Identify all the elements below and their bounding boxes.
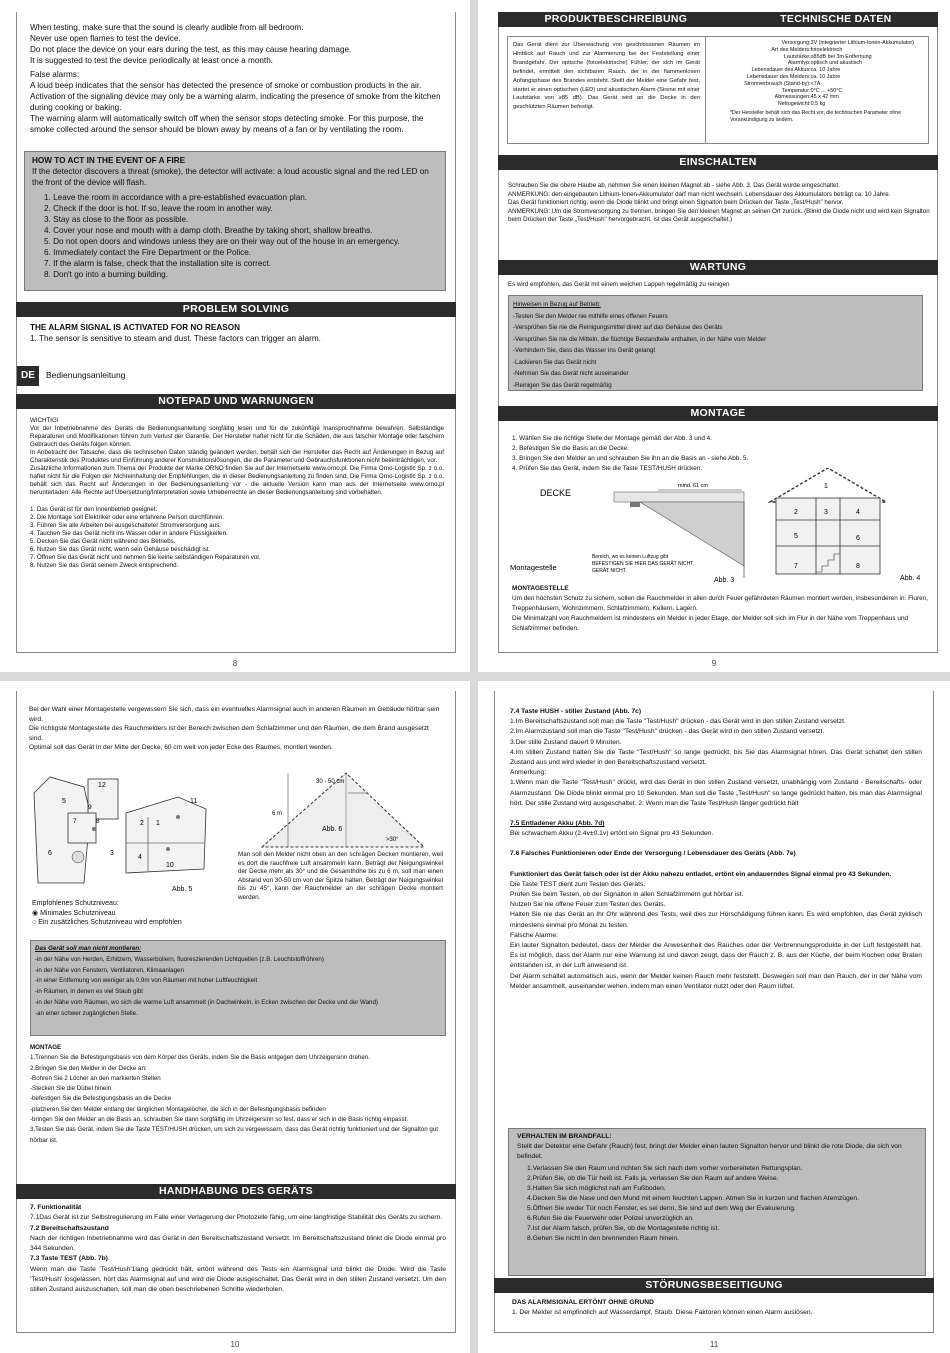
plan-number: 4 <box>138 854 142 861</box>
abb5-caption: Abb. 5 <box>172 886 193 893</box>
fire-step: 7. If the alarm is false, check that the installation site is correct. <box>44 259 272 268</box>
tech-value: optisch und akustisch <box>810 60 863 67</box>
tech-key: Art des Melders: <box>771 46 811 53</box>
wartung-text: Es wird empfohlen, das Gerät mit einem weichen Lappen regelmäßig zu reinigen <box>508 281 730 288</box>
brandfall-step: 1.Verlassen Sie den Raum und richten Sie sich nach dem vorher vorbereiteten Rettungsplan. <box>527 1165 803 1172</box>
akku-text: Bei schwachem Akku (2.4v±0.1v) ertönt ein Signal pro 43 Sekunden. <box>510 830 714 838</box>
hinweise-item: -Reinigen Sie das Gerät regelmäßig <box>513 381 612 389</box>
fire-step: 3. Stay as close to the floor as possible. <box>44 215 189 224</box>
false-alarm-text: A loud beep indicates that the sensor has detected the presence of smoke or combustion products in the air. Activation of the signaling device may only be a warning alarm, indicating the presence of smoke from the kitchen during cooking or baking. <box>30 81 441 112</box>
intro-line: Bei der Wahl einer Montagestelle vergewissern Sie sich, dass ein eventuelles Alarmsignal auch in anderen Räumen im Gebäude hörbar sein wird. <box>29 706 440 723</box>
notepad-section <box>30 417 444 570</box>
montage-step: 3. Bringen Sie den Melder an und schrauben Sie ihn an die Basis an - siehe Abb. 5. <box>512 455 749 462</box>
page-number: 8 <box>232 659 238 668</box>
hush-line: 1.Wenn man die Taste "Test/Hush" drückt, wird das Gerät in den stillen Zustand versetzt, unabhängig vom Zustand - Bereitschafts- oder Alarmzustand. Die Diode blinkt einmal pro 10 Sekunden. Man soll die Taste „Test/Hush" so lange gedrückt halten, bis man das Alarmsignal hört. Der stille Zustand wird ausgeschaltet. 2. Wenn man die Taste Test/Hush länger gedrückt hält <box>510 779 922 807</box>
notepad-item: 5. Decken Sie das Gerät nicht während des Betriebs. <box>30 538 176 545</box>
abb3-caption: Abb. 3 <box>714 577 735 584</box>
fig6-distance-label: 30 - 50 cm <box>316 779 345 785</box>
notepad-item: 4. Tauchen Sie das Gerät nicht ins Wasser oder in andere Flüssigkeiten. <box>30 530 228 537</box>
brandfall-box <box>508 1128 926 1276</box>
problem-solving-bar: PROBLEM SOLVING <box>16 302 456 317</box>
house-diagram <box>758 468 934 586</box>
hush-line: 1.Im Bereitschaftszustand soll man die Taste "Test/Hush" drücken - das Gerät wird in den stillen Zustand versetzt. <box>510 718 846 726</box>
taste-title: 7.3 Taste TEST (Abb. 7b) <box>30 1255 108 1263</box>
brandfall-step: 3.Halten Sie sich möglichst nah am Fußboden. <box>527 1185 666 1192</box>
akku-title: 7.5 Entladener Akku (Abb. 7d) <box>510 820 605 828</box>
brandfall-step: 6.Rufen Sie die Feuerwehr oder Polizei unverzüglich an. <box>527 1215 694 1222</box>
plan-number: 7 <box>73 818 77 825</box>
not-install-item: -in der Nähe von Herden, Erhitzern, Wasserboilern, fluoreszierenden Lichtquellen (z.B. Leuchtstoffröhren) <box>35 955 324 963</box>
room-number: 2 <box>794 509 798 516</box>
fire-step: 2. Check if the door is hot. If so, leave the room in another way. <box>44 204 273 213</box>
fire-box <box>24 151 446 291</box>
test-line: Halten Sie nie das Gerät an Ihr Ohr während des Tests, weil dies zur Hörschädigung führen kann. Es wird empfohlen, das Gerät zyklisch mindestens einmal pro Monat zu testen. <box>510 911 922 929</box>
notepad-paragraph: Zusätzliche Informationen zum Thema der Produkte der Marke ORNO finden Sie auf der Internetseite www.orno.pl. Die Firma Orno-Logistic Sp. z o.o. haftet nicht für die Folgen der Nichteinhaltung der Empfehlungen, die in dieser Bedienungsanleitung zu finden sind. Die Firma Orno-Logistic Sp. z o.o. behält sich das Recht auf Änderungen in der Bedienungsanleitung vor - die aktuelle Version kann man aus der Internetseite www.orno.pl herunterladen. Alle Rechte auf Übersetzung/Interpretation sowie Urheberrechte an dieser Bedienungsanleitung sind vorbehalten. <box>30 465 444 496</box>
stoerung-bar: STÖRUNGSBESEITIGUNG <box>494 1278 934 1293</box>
selection-intro <box>29 705 444 753</box>
plan-number: 1 <box>156 820 160 827</box>
not-install-item: -in einer Entfernung von weniger als 0,9m von Räumen mit hoher Luftfeuchtigkeit <box>35 977 258 985</box>
tech-key: Temperatur: <box>781 87 811 94</box>
page-10 <box>0 681 470 1353</box>
product-tech-box <box>507 36 929 144</box>
room-number: 6 <box>856 535 860 542</box>
filled-circle-icon: ◉ <box>32 909 39 917</box>
montagestelle-text: Die Minimalzahl von Rauchmeldern ist mindestens ein Melder in jeder Etage, der Melder soll sich im Flur in der Nähe vom Treppenhaus und Schlafzimmer befinden. <box>512 615 909 632</box>
tech-data-heading: TECHNISCHE DATEN <box>780 13 892 25</box>
montage-bar: MONTAGE <box>498 406 938 421</box>
hush-line: 3.Der stille Zustand dauert 9 Minuten. <box>510 738 622 746</box>
brandfall-step: 7.Ist der Alarm falsch, prüfen Sie, ob die Montagestelle richtig ist. <box>527 1225 720 1232</box>
notepad-item: 8. Nutzen Sie das Gerät seinem Zweck entsprechend. <box>30 562 179 569</box>
page-11 <box>478 681 950 1353</box>
montage-step: -Stecken Sie die Dübel hinein <box>30 1085 112 1093</box>
fire-step: 6. Immediately contact the Fire Department or the Police. <box>44 248 252 257</box>
not-install-title: Das Gerät soll man nicht montieren: <box>35 945 142 952</box>
notepad-paragraph: Vor der Inbetriebnahme des Geräts die Bedienungsanleitung sorgfältig lesen und für die zukünftige Inanspruchnahme bewahren. Selbständige Reparaturen und Modifikationen führen zum Verlust der Garantie. Der Hersteller haftet nicht für die Schäden, die aus falscher Montage oder falschem Gebrauch des Geräts folgen können. <box>30 425 444 448</box>
page-number: 9 <box>711 659 717 668</box>
tech-value: ca. 10 Jahre <box>810 73 841 80</box>
notepad-item: 6. Nutzen Sie das Gerät nicht, wenn sein Gehäuse beschädigt ist. <box>30 546 211 553</box>
ceiling-diagram <box>510 478 750 586</box>
einschalten-line: ANMERKUNG: den eingebauten Lithium-Ionen-Akkumulator darf man nicht wechseln. Lebensdauer des Akkumulators beträgt ca. 10 Jahre. <box>508 190 891 198</box>
test-line: Nutzen Sie nie offene Feuer zum Testen des Geräts. <box>510 901 666 909</box>
montage-step: 1.Trennen Sie die Befestigungsbasis von dem Körper des Geräts, indem Sie die Basis entgegen dem Uhrzeigersinn drehen. <box>30 1054 370 1062</box>
not-install-item: -in Räumen, in denen es viel Staub gibt <box>35 988 144 996</box>
montage-section <box>30 1043 446 1146</box>
slanted-ceiling-diagram <box>258 769 426 851</box>
fire-step: 4. Cover your nose and mouth with a damp cloth. Breathe by taking short, shallow breaths. <box>44 226 373 235</box>
test-line: Die Taste TEST dient zum Testen des Geräts. <box>510 880 646 888</box>
plan-number: 6 <box>48 850 52 857</box>
einschalten-line: Das Gerät funktioniert richtig, wenn die Diode blinkt und bringt einen Signalton beim Drücken der Taste „Test/Hush" hervor. <box>508 199 844 207</box>
falsch-text: Funktioniert das Gerät falsch oder ist der Akku nahezu entladet, ertönt ein andauerndes Signal einmal pro 43 Sekunden. <box>510 870 892 878</box>
notepad-bar: NOTEPAD UND WARNUNGEN <box>16 394 456 409</box>
svg-text:GERÄT NICHT.: GERÄT NICHT. <box>592 568 627 574</box>
brandfall-step: 4.Decken Sie die Nase und den Mund mit einem feuchten Lappen. Atmen Sie in kurzen und flachen Atemzügen. <box>527 1195 859 1202</box>
montage-step: 2.Bringen Sie den Melder in der Decke an: <box>30 1064 147 1072</box>
brandfall-step: 5.Öffnen Sie weder Tür noch Fenster, es sei denn, Sie sind auf dem Weg der Evakuierung. <box>527 1205 796 1212</box>
plan-number: 5 <box>62 798 66 805</box>
page-number: 11 <box>709 1340 719 1349</box>
empty-circle-icon: ○ <box>32 919 37 927</box>
tech-value: ca. 10 Jahre <box>810 67 841 74</box>
tech-key: Lebensdauer des Akkus: <box>751 67 811 74</box>
notepad-item: 7. Öffnen Sie das Gerät nicht und nehmen Sie keine selbständigen Reparaturen vor. <box>30 554 261 561</box>
stoerung-section <box>512 1298 926 1318</box>
not-install-item: -in der Nähe vom Räumen, wo sich die warme Luft ansammelt (in Dachwinkeln, in Ecken zwischen der Decke und der Wand) <box>35 998 378 1006</box>
handhabung-bar: HANDHABUNG DES GERÄTS <box>16 1184 456 1199</box>
plan-number: 11 <box>190 798 198 805</box>
einschalten-section <box>508 182 930 225</box>
brandfall-step: 2.Prüfen Sie, ob die Tür heiß ist. Falls ja, verlassen Sie den Raum auf andere Weise. <box>527 1175 779 1182</box>
tech-value: 45 x 42 mm <box>810 94 839 101</box>
brandfall-intro: Stellt der Detektor eine Gefahr (Rauch) fest, bringt der Melder einen lauten Signalton hervor und blinkt die rote Diode, die sich von befindet. <box>517 1143 902 1160</box>
fire-step: 1. Leave the room in accordance with a pre-established evacuation plan. <box>44 193 308 202</box>
tech-key: Lebensdauer des Melders: <box>746 73 811 80</box>
product-description: Das Gerät dient zur Überwachung von geschlossenen Räumen im Hinblick auf Rauch und zur Alarmierung bei der Feststellung einer Brandgefahr. Der optische (fotoelektrische) Fühler, der sich im Gerät befindet, ermittelt den sichtbaren Rauch, der in der flammenlosen Anfangsphase des Brandes entsteht. Stellt der Melder eine Gefahr fest, startet er einen optischen (LED) und akustischen Alarm (Sirene mit einer Lautstärke von ≥85 dB). Das Gerät wird an die Decke in den geschlützten Räumen befestigt. <box>508 37 706 143</box>
plan-number: 12 <box>98 782 106 789</box>
minimal-protection: Minimales Schutzniveau <box>40 909 116 917</box>
einschalten-line: ANMERKUNG: Um die Stromversorgung zu trennen, bringen Sie den kleinen Magnet an seinen Ort zurück. (Blinkt die Diode nicht und wird kein Signalton beim Drücken der Taste „Test/Hush" hervorgebracht, ist das Gerät ausgeschaltet.) <box>508 207 930 224</box>
test-line: Ein lauter Signalton bedeutet, dass der Melder die Anwesenheit des Rauches oder der Verbrennungsprodukte in der Luft festgestellt hat. Es ist möglich, dass der Alarm nur eine Warnung ist und davon zeugt, dass der Rauch z. B. aus der Küche, der beim Kochen oder Braten entstanden ist, in der Luft anwesend ist. <box>510 942 922 970</box>
plan-number: 2 <box>140 820 144 827</box>
tech-data <box>706 37 928 143</box>
room-number: 8 <box>856 563 860 570</box>
hinweise-item: -Testen Sie den Melder nie mithilfe eines offenen Feuers <box>513 312 668 320</box>
hush-line: 4.Im stillen Zustand halten Sie die Taste "Test/Hush" so lange gedrückt, bis Sie das Alarmsignal hören. Das Gerät schaltet den stillen Zustand aus und wird wieder in den Bereitschaftszustand versetzt. <box>510 748 922 767</box>
room-number: 1 <box>824 483 828 490</box>
tech-value: ≥85dB bei 3m Entfernung <box>810 53 872 60</box>
slanted-ceiling-text: Man soll den Melder nicht oben an den schrägen Decken montieren, weil es dort die rauchfreie Luft ansammeln kann. Beträgt der Neigungswinkel der Decke mehr als 30° und die Gesamthöhe bis zu 6 m, soll man einen Abstand von 30-50 cm von der Spitze halten. Beträgt der Neigungswinkel bis zu 45°, kann der Rauchmelder an der schrägen Decke montiert werden. <box>238 851 443 901</box>
montage-step: -bringen Sie den Melder an die Basis an, schrauben Sie dann sorgfältig im Uhrzeigersinn so fest, dass er sich in die Basis richtig einpasst. <box>30 1116 408 1124</box>
tech-note: *Der Hersteller behält sich das Recht vor, die technischen Parameter ohne Vorankündigung zu ändern. <box>730 109 901 123</box>
protection-legend <box>32 899 242 928</box>
page-8 <box>0 0 470 672</box>
tech-value: 3V (integrierter Lithium-Ionen-Akkumulator) <box>810 40 914 46</box>
problem-title: THE ALARM SIGNAL IS ACTIVATED FOR NO REASON <box>30 323 240 332</box>
fire-step: 8. Don't go into a burning building. <box>44 270 169 279</box>
montage-step: 1. Wählen Sie die richtige Stelle der Montage gemäß der Abb. 3 und 4. <box>512 435 713 442</box>
befestigen-label: BEFESTIGEN SIE HIER DAS GERÄT NICHT. <box>592 561 695 567</box>
intro-line: Never use open flames to test the device. <box>30 34 181 43</box>
hush-line: Anmerkung: <box>510 769 547 777</box>
taste-text: Wenn man die Taste 'Test/Hush'1lang gedrückt hält, ertönt während des Tests ein Alarmsignal und blinkt die Diode. Wird die Taste 'Test/Hush' losgelassen, hört das Alarmsignal auf und wird die Diode ausgeschaltet. Das Gerät wird in den stillen Zustand versetzt. Um den stillen Zustand auszuschalten, soll man die oben beschriebenen Schritte wiederholen. <box>30 1265 446 1294</box>
tech-key: Versorgung: <box>781 40 811 46</box>
hinweise-title: Hinweisen in Bezug auf Betrieb: <box>513 301 601 308</box>
tech-key: Abmessungen: <box>774 94 811 101</box>
plan-number: 8 <box>96 818 100 825</box>
additional-protection: Ein zusätzliches Schutzniveau wird empfohlen <box>38 919 182 927</box>
not-install-box <box>30 940 446 1036</box>
hinweise-item: -Verhindern Sie, dass das Wasser ins Gerät gelangt <box>513 347 656 354</box>
notepad-item: 3. Führen Sie alle Arbeiten bei ausgeschalteter Stromversorgung aus. <box>30 522 221 529</box>
test-line: Der Alarm schaltet automatisch aus, wenn der Melder keinen Rauch mehr feststellt. Deswegen soll man den Rauch, der in der Nähe vom Melder ansammelt, auseinander wehen, indem man einen Ventilator nutzt oder den Raum lüftet. <box>510 972 922 990</box>
notepad-paragraph: In Anbetracht der Tatsache, dass die technischen Daten ständig geändert werden, behält sich der Hersteller das Recht auf Änderungen in Bezug auf Charakteristik des Produktes und Einführung anderer Konstruktionslösungen, die die Parameter und Gebrauchsfunktionen nicht beeinträchtigen, vor. <box>30 449 444 464</box>
tech-key: Lautstärke: <box>783 53 811 60</box>
language-badge: DE <box>17 366 39 386</box>
hinweise-item: -Versprühen Sie nie die Reinigungsmittel direkt auf das Gehäuse des Geräts <box>513 324 723 331</box>
montagestelle-label: Montagestelle <box>510 563 557 572</box>
intro-line: It is suggested to test the device periodically at least once a month. <box>30 56 274 65</box>
intro-line: Optimal soll das Gerät in der Mitte der Decke, 60 cm weit von jeder Ecke des Raumes, montiert werden. <box>29 744 333 751</box>
fig6-angle-label: >30° <box>386 837 399 843</box>
plan-number: 3 <box>110 850 114 857</box>
handhabung-section <box>30 1203 446 1296</box>
false-alarm-label: False alarms: <box>30 70 80 79</box>
montage-step: -Bohren Sie 2 Löcher an den markierten Stellen <box>30 1074 161 1082</box>
hinweise-item: -Nehmen Sie das Gerät nicht auseinander <box>513 370 629 377</box>
auto-off-text: The warning alarm will automatically switch off when the sensor stops detecting smoke. For this purpose, the smoke collected around the sensor should be blown away by means of a fan or by ventilating the room. <box>30 114 424 134</box>
problem-section <box>30 322 445 344</box>
tech-value: <7A <box>810 80 821 87</box>
stoerung-item: 1. Der Melder ist empfindlich auf Wasserdampf, Staub. Diese Faktoren können einen Alarm auslösen. <box>512 1309 813 1316</box>
montage-step: -befestigen Sie die Befestigungsbasis an die Decke <box>30 1095 172 1103</box>
wichtig-label: WICHTIG! <box>30 417 59 424</box>
hush-title: 7.4 Taste HUSH - stiller Zustand (Abb. 7c) <box>510 708 642 715</box>
fire-title: HOW TO ACT IN THE EVENT OF A FIRE <box>32 156 186 165</box>
tech-value: fotoelektrisch <box>810 46 843 53</box>
test-line: Prüfen Sie beim Testen, ob der Signalton in allen Schlafzimmern gut hörbar ist. <box>510 891 744 899</box>
notepad-item: 1. Das Gerät ist für den Innenbetrieb geeignet. <box>30 506 158 513</box>
tech-key: Alarmtyp: <box>787 60 811 67</box>
test-line: Falsche Alarme: <box>510 931 558 939</box>
montagestelle-title: MONTAGESTELLE <box>512 585 569 592</box>
stoerung-title: DAS ALARMSIGNAL ERTÖNT OHNE GRUND <box>512 1299 654 1306</box>
bereich-label: Bereich, wo es keinen Luftzug gibt <box>592 554 669 560</box>
room-number: 5 <box>794 533 798 540</box>
montagestelle-text: Um den höchsten Schutz zu sichern, sollen die Rauchmelder in allen durch Feuer gefährdeten Räumen montiert werden, insbesonderen in: Fluren, Treppenhäusern, Wohnzimmern, Schlafzimmern, Kellern, Lagern. <box>512 595 928 612</box>
hush-section <box>510 707 922 992</box>
montage-step: 4. Prüfen Sie das Gerät, indem Sie die Taste TEST/HUSH drücken. <box>512 465 703 472</box>
product-description-heading: PRODUKTBESCHREIBUNG <box>544 13 688 25</box>
page-9 <box>478 0 950 672</box>
notepad-item: 2. Die Montage soll Elektriker oder eine erfahrene Person durchführen. <box>30 514 224 521</box>
room-number: 7 <box>794 563 798 570</box>
montage-step: 2. Befestigen Sie die Basis an die Decke. <box>512 445 629 452</box>
bereit-text: Nach der richtigen Inbetriebnahme wird das Gerät in den Bereitschaftszustand versetzt. Im Bereitschaftszustand blinkt die Diode einmal pro 344 Sekunden. <box>30 1234 446 1253</box>
not-install-item: -in der Nähe von Fenstern, Ventilatoren, Klimaanlagen <box>35 966 184 974</box>
fire-step: 5. Do not open doors and windows unless they are on their way out of the house in an emergency. <box>44 237 400 246</box>
funk-title: 7. Funktionalität <box>30 1204 82 1211</box>
hush-line: 2.Im Alarmzustand soll man die Taste "Test/Hush" drücken - das Gerät wird in den stillen Zustand versetzt. <box>510 728 825 736</box>
fire-intro: If the detector discovers a threat (smoke), the detector will activate: a loud acoustic signal and the red LED on the front of the device will flash. <box>32 167 429 187</box>
plan-number: 9 <box>88 804 92 811</box>
product-tech-bar <box>498 12 938 27</box>
plan-number: 10 <box>166 862 174 869</box>
min-distance-label: mind. 61 cm <box>678 483 708 489</box>
montagestelle-section <box>512 584 932 634</box>
room-number: 4 <box>856 509 860 516</box>
falsch-title: 7.6 Falsches Funktionieren oder Ende der Versorgung / Lebensdauer des Geräts (Abb. 7e) <box>510 850 796 858</box>
montage-title: MONTAGE <box>30 1044 62 1051</box>
fig6-height-label: 6 m <box>272 811 283 817</box>
montage-step: 3.Testen Sie das Gerät, indem Sie die Taste TEST/HUSH drücken, um sich zu vergewissern, dass das Gerät richtig funktioniert und der Signalton gut hörbar ist. <box>30 1126 439 1144</box>
tech-key: Stromverbrauch (Stand-by): <box>744 80 811 87</box>
room-number: 3 <box>824 509 828 516</box>
einschalten-line: Schrauben Sie die obere Haube ab, nehmen Sie einen kleinen Magnet ab - siehe Abb. 3. Das Gerät wurde eingeschaltet. <box>508 182 840 189</box>
tech-value: 0°C ... +50°C <box>810 87 843 94</box>
abb6-caption: Abb. 6 <box>322 826 343 833</box>
page-number: 10 <box>230 1340 240 1349</box>
decke-label: DECKE <box>540 488 572 498</box>
intro-line: Do not place the device on your ears during the test, as this may cause hearing damage. <box>30 45 352 54</box>
tech-value: 0,5 kg <box>810 101 826 108</box>
tech-key: Nettogewicht: <box>777 101 811 108</box>
bereit-title: 7.2 Bereitschaftszustand <box>30 1224 109 1232</box>
not-install-item: -an einer schwer zugänglichen Stelle. <box>35 1009 138 1017</box>
brandfall-title: VERHALTEN IM BRANDFALL: <box>517 1133 612 1140</box>
floor-plan-diagram <box>28 773 228 897</box>
wartung-bar: WARTUNG <box>498 260 938 275</box>
test-intro <box>30 22 445 135</box>
manual-title: Bedienungsanleitung <box>46 370 126 380</box>
brandfall-step: 8.Gehen Sie nicht in den brennenden Raum hinein. <box>527 1235 680 1242</box>
hinweise-box <box>508 295 923 391</box>
hinweise-item: -Lackieren Sie das Gerät nicht <box>513 358 597 366</box>
einschalten-bar: EINSCHALTEN <box>498 155 938 170</box>
abb4-caption: Abb. 4 <box>900 575 921 582</box>
protection-title: Empfohlenes Schutzniveau: <box>32 900 119 907</box>
intro-line: Die richtigste Montagestelle des Rauchmelders ist der Bereich zwischen dem Schlafzimmer und den Räumen, die dem Brand ausgesetzt sind. <box>29 725 429 742</box>
montage-step: -platzieren Sie den Melder entlang der länglichen Montagelöcher, die sich in der Befestigungsbasis befinden <box>30 1105 326 1113</box>
intro-line: When testing, make sure that the sound is clearly audible from all bedroom. <box>30 23 304 32</box>
hinweise-item: -Versprühen Sie nie die Mitteln, die flüchtige Bestandteile enthalten, in der Nähe vom Melder <box>513 335 767 343</box>
funk-text: 7.1Das Gerät ist zur Selbstregulierung im Falle einer Verlagerung der Photozelle fähig, um eine langfristige Stabilität des Geräts zu sichern. <box>30 1214 443 1222</box>
problem-item: 1. The sensor is sensitive to steam and dust. These factors can trigger an alarm. <box>30 334 321 343</box>
